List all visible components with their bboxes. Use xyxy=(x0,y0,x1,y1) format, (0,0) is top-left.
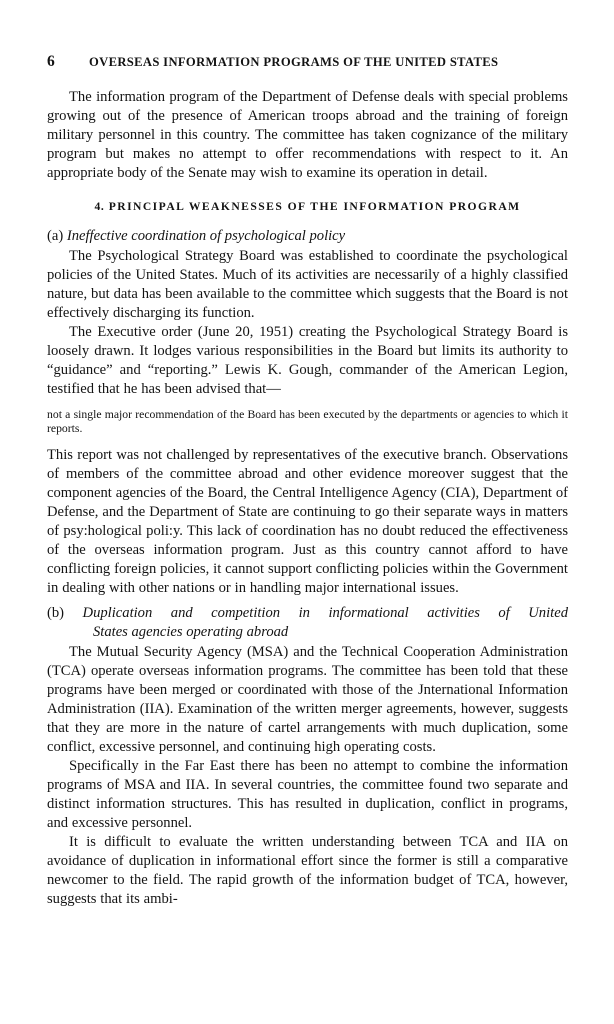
paragraph-report-not-challenged: This report was not challenged by representatives of the executive branch. Observations of members of the committee abroad and other evidence moreover suggest that the component agencies of the Board, the Central Intelligence Agency (CIA), Department of Defense, and the Department of State are continuing to go their separate ways in matters of psy:hological poli:y. This lack of coordination has no doubt reduced the effectiveness of the overseas information program. Just as this country cannot afford to have conflicting foreign policies, it cannot support conflicting policies within the Government in dealing with other nations or in handling major international issues. xyxy=(47,446,568,596)
block-quotation-gough: not a single major recommendation of the Board has been executed by the departments or agencies to which it reports. xyxy=(47,408,568,436)
subhead-b-title-line-2: States agencies operating abroad xyxy=(93,623,289,640)
section-heading xyxy=(47,200,568,214)
paragraph-far-east: Specifically in the Far East there has been no attempt to combine the information programs of MSA and IIA. In several countries, the committee found two separate and distinct information structures. This has resulted in duplication, conflict in programs, and excessive personnel. xyxy=(47,757,568,831)
subhead-a xyxy=(47,227,568,246)
subhead-b-line-1 xyxy=(47,604,568,623)
paragraph-executive-order: The Executive order (June 20, 1951) creating the Psychological Strategy Board is loosely drawn. It lodges various responsibilities in the Board but limits its authority to “guidance” and “reporting.” Lewis K. Gough, commander of the American Legion, testified that he has been advised that— xyxy=(47,324,568,397)
page-number: 6 xyxy=(47,53,55,70)
paragraph-msa-tca: The Mutual Security Agency (MSA) and the Technical Cooperation Administration (TCA) operate overseas information programs. The committee has been told that these programs have been merged or coordinated with those of the Jnternational Information Administration (IIA). Examination of the written merger agreements, however, suggests that they are more in the nature of cartel arrangements with much duplication, some conflict, excessive personnel, and continuing high operating costs. xyxy=(47,643,568,755)
running-head-title: OVERSEAS INFORMATION PROGRAMS OF THE UNITED STATES xyxy=(89,55,499,69)
paragraph-tca-budget: It is difficult to evaluate the written understanding between TCA and IIA on avoidance of duplication in informational effort since the former is still a comparative newcomer to the field. The rapid growth of the information budget of TCA, however, suggests that its ambi- xyxy=(47,833,568,907)
text-column xyxy=(47,88,568,909)
subhead-b-title-line-1: Duplication and competition in informational activities of United xyxy=(82,604,568,621)
subhead-b-label: (b) xyxy=(47,604,65,621)
subhead-b xyxy=(47,604,568,642)
subhead-a-label: (a) xyxy=(47,228,64,244)
subhead-a-title: Ineffective coordination of psychological policy xyxy=(66,228,346,244)
paragraph-psb-established: The Psychological Strategy Board was established to coordinate the psychological policies of the United States. Much of its activities are necessarily of a highly classified nature, but data has been available to the committee which suggests that the Board is not effectively discharging its function. xyxy=(47,248,568,321)
section-heading-title: PRINCIPAL WEAKNESSES OF THE INFORMATION PROGRAM xyxy=(108,200,521,213)
section-heading-number: 4. xyxy=(94,200,105,213)
running-head xyxy=(47,54,568,74)
paragraph-defense-program: The information program of the Department of Defense deals with special problems growing out of the presence of American troops abroad and the training of foreign military personnel in this country. The committee has taken cognizance of the military program but makes no attempt to offer recommendations with respect to it. An appropriate body of the Senate may wish to examine its operation in detail. xyxy=(47,89,568,181)
